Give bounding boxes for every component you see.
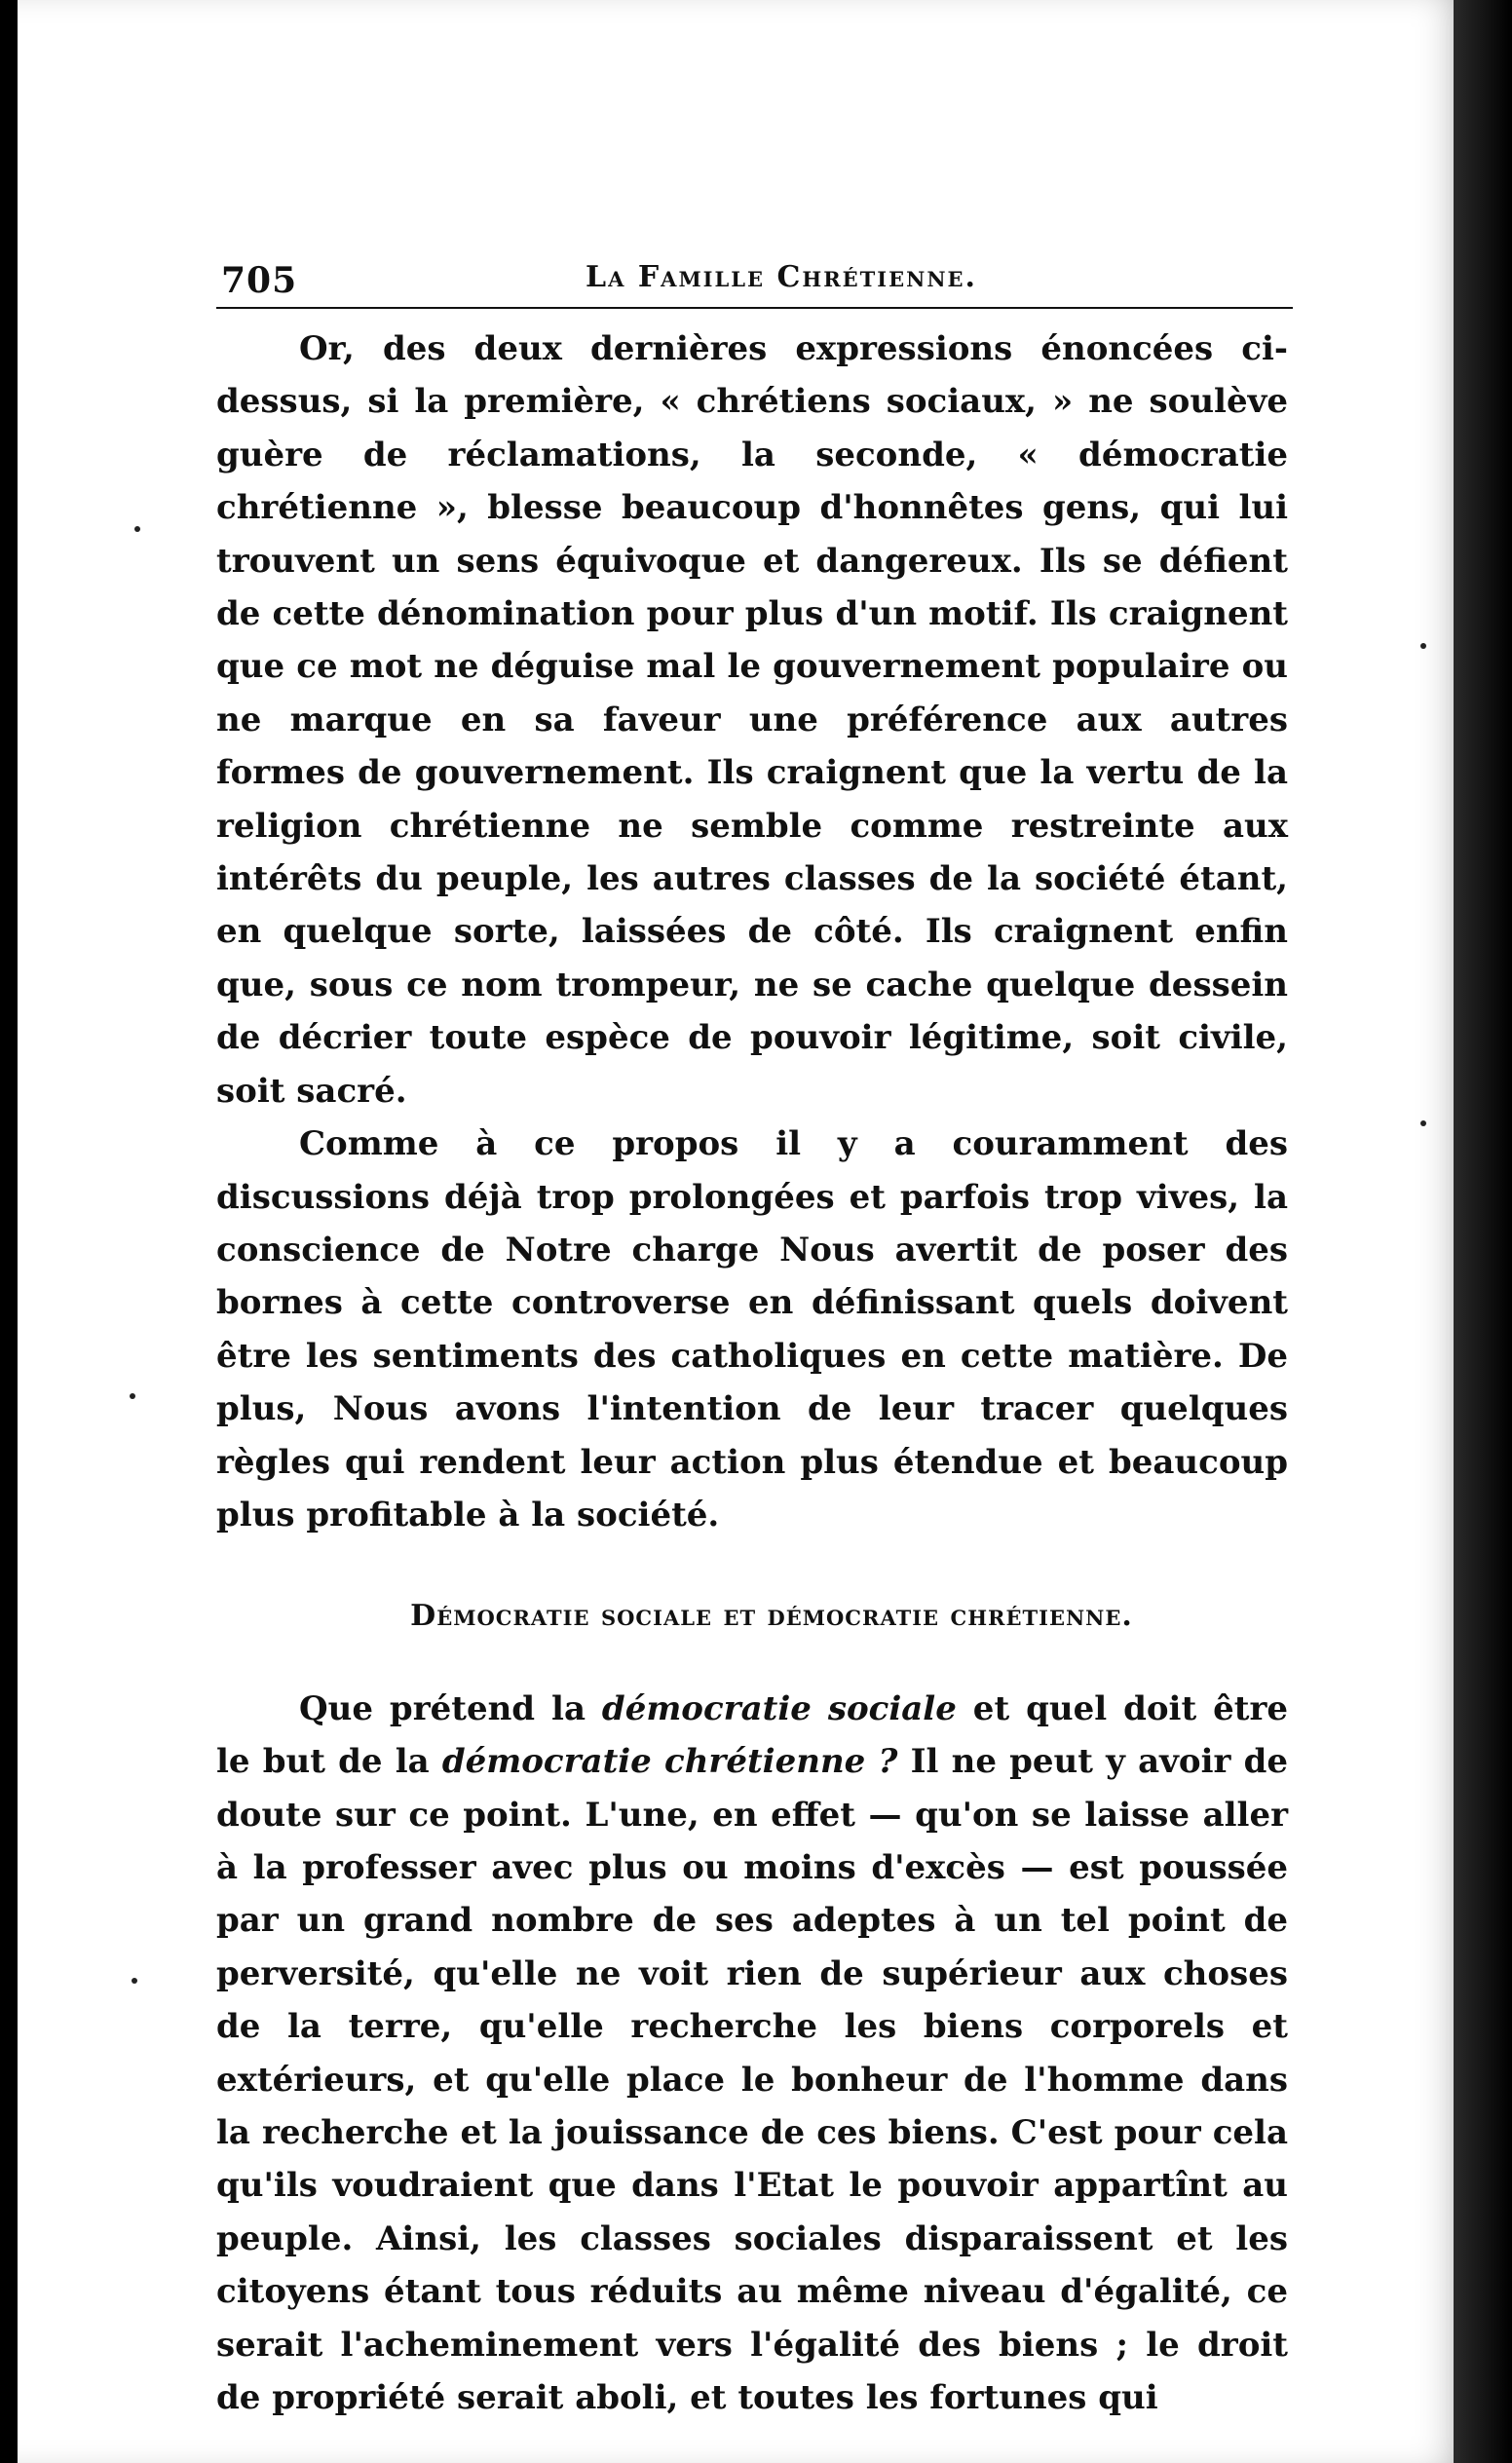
ink-speck	[134, 526, 140, 532]
italic-term: démocratie chrétienne ?	[441, 1742, 898, 1782]
ink-speck	[130, 1393, 135, 1399]
page-content	[216, 248, 1288, 2424]
ink-speck	[132, 1978, 137, 1984]
text-run: Il ne peut y avoir de doute sur ce point. L'une, en effet — qu'on se laisse aller à la professer avec plus ou moins d'excès — est poussée par un grand nombre de ses adeptes à un tel point de perversité, qu'elle ne voit rien de supérieur aux choses de la terre, qu'elle recherche les biens corporels et extérieurs, et qu'elle place le bonheur de l'homme dans la recherche et la jouissance de ces biens. C'est pour cela qu'ils voudraient que dans l'Etat le pouvoir appartînt au peuple. Ainsi, les classes sociales disparaissent et les citoyens étant tous réduits au même niveau d'égalité, ce serait l'acheminement vers l'égalité des biens ; le droit de propriété serait aboli, et toutes les fortunes qui	[216, 1742, 1288, 2418]
page-header	[216, 248, 1288, 301]
paragraph: Comme à ce propos il y a couramment des discussions déjà trop prolongées et parfois trop vives, la conscience de Notre charge Nous avertit de poser des bornes à cette controverse en définissant quels doivent être les sentiments des catholiques en cette matière. De plus, Nous avons l'intention de leur tracer quelques règles qui rendent leur action plus étendue et beaucoup plus profitable à la société.	[216, 1124, 1288, 1535]
running-head: La Famille Chrétienne.	[586, 260, 977, 294]
paragraph: Or, des deux dernières expressions énoncées ci-dessus, si la première, « chrétiens sociaux, » ne soulève guère de réclamations, la seconde, « démocratie chrétienne », blesse beaucoup d'honnêtes gens, qui lui trouvent un sens équivoque et dangereux. Ils se défient de cette dénomination pour plus d'un motif. Ils craignent que ce mot ne déguise mal le gouvernement populaire ou ne marque en sa faveur une préférence aux autres formes de gouvernement. Ils craignent que la vertu de la religion chrétienne ne semble comme restreinte aux intérêts du peuple, les autres classes de la société étant, en quelque sorte, laissées de côté. Ils craignent enfin que, sous ce nom trompeur, ne se cache quelque dessein de décrier toute espèce de pouvoir légitime, soit civile, soit sacré.	[216, 329, 1288, 1111]
text-run: Que prétend la	[299, 1688, 602, 1728]
header-rule	[216, 307, 1293, 309]
ink-speck	[1420, 1120, 1426, 1126]
page-edge-shadow	[1454, 0, 1512, 2463]
section-title: Démocratie sociale et démocratie chrétienne.	[410, 1599, 1133, 1634]
italic-term: démocratie sociale	[601, 1688, 957, 1728]
body-text	[216, 322, 1288, 2424]
page-number: 705	[221, 260, 298, 301]
ink-speck	[1420, 643, 1426, 649]
paragraph	[216, 1683, 1288, 2425]
text-run: et quel doit être le but de la	[216, 1688, 1288, 1782]
